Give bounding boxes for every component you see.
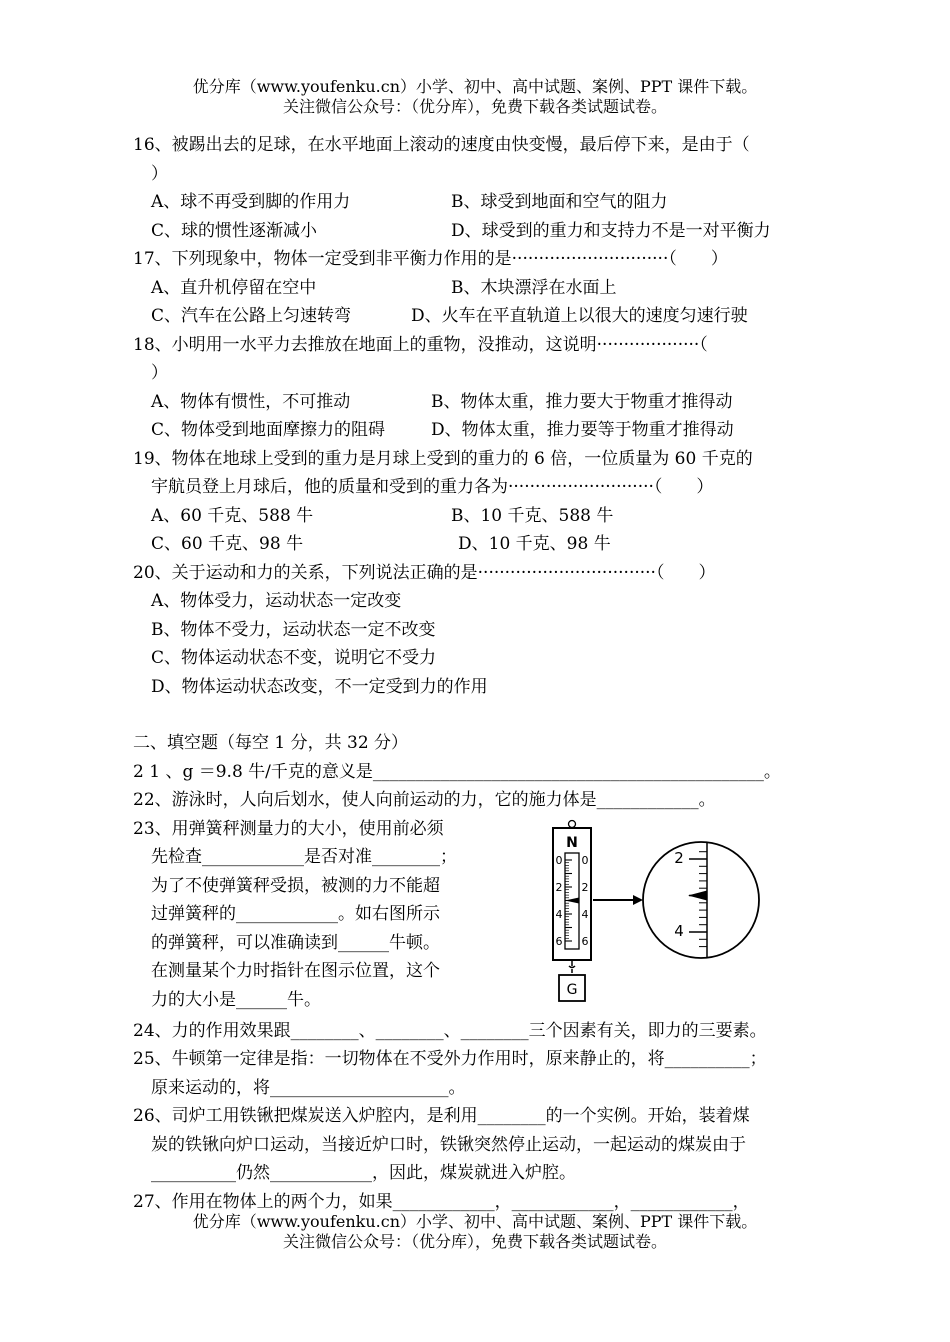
q26-line-3: __________仍然____________，因此，煤炭就进入炉腔。 [151,1163,576,1183]
scale-left-4: 4 [555,907,563,921]
q20-stem: 20、关于运动和力的关系，下列说法正确的是·································（ ） [133,562,716,583]
q16-options-cd [133,217,838,246]
scale-right-0: 0 [581,853,589,867]
q19-option-d: D、10 千克、98 牛 [458,534,611,554]
q20-option-b: B、物体不受力，运动状态一定不改变 [151,619,436,640]
question-22: 22、游泳时，人向后划水，使人向前运动的力，它的施力体是____________。 [133,790,716,810]
q20-option-c: C、物体运动状态不变，说明它不受力 [151,648,437,668]
header-line-1: 优分库（www.youfenku.cn）小学、初中、高中试题、案例、PPT 课件下载。 [192,77,758,96]
q18-stem-cont: ） [151,363,168,383]
scale-left-0: 0 [555,853,563,867]
q19-option-b: B、10 千克、588 牛 [451,505,614,526]
q23-text [133,815,493,1015]
q16-stem: 16、被踢出去的足球，在水平地面上滚动的速度由快变慢，最后停下来，是由于（ [133,135,750,155]
q19-options-cd [133,530,838,559]
q23-line-5: 的弹簧秤，可以准确读到______牛顿。 [151,932,440,953]
question-27: 27、作用在物体上的两个力，如果____________，____________，____________， [133,1191,750,1212]
bottom-hook-icon [569,960,575,973]
q17-options-ab [133,274,838,303]
q17-options-cd [133,302,838,331]
zoom-label-2: 2 [674,848,684,867]
q23-line-1: 23、用弹簧秤测量力的大小，使用前必须 [133,818,444,839]
q16-option-c: C、球的惯性逐渐减小 [151,220,318,241]
q18-option-c: C、物体受到地面摩擦力的阻碍 [151,420,386,440]
q26-line-2: 炭的铁锹向炉口运动，当接近炉口时，铁锹突然停止运动，一起运动的煤炭由于 [151,1134,746,1155]
question-23 [133,815,838,1017]
scale-right-6: 6 [581,934,589,948]
exam-body [133,131,838,1216]
question-17 [133,245,838,331]
question-24: 24、力的作用效果跟________、________、________三个因素有关，即力的三要素。 [133,1020,767,1041]
question-16 [133,131,838,245]
q25-line-1: 25、牛顿第一定律是指：一切物体在不受外力作用时，原来静止的，将__________； [133,1049,767,1069]
q23-line-7: 力的大小是______牛。 [151,989,321,1010]
scale-right-2: 2 [581,880,589,894]
footer-line-2: 关注微信公众号：（优分库），免费下载各类试题试卷。 [282,1232,667,1251]
q16-option-a: A、球不再受到脚的作用力 [151,192,351,212]
q23-line-2: 先检查____________是否对准________； [151,847,457,867]
footer-line-1: 优分库（www.youfenku.cn）小学、初中、高中试题、案例、PPT 课件下载。 [192,1212,758,1231]
q18-option-b: B、物体太重，推力要大于物重才推得动 [431,391,733,412]
q18-stem: 18、小明用一水平力去推放在地面上的重物，没推动，这说明···················（ [133,334,708,355]
q26-line-1: 26、司炉工用铁锹把煤炭送入炉腔内，是利用________的一个实例。开始，装着煤 [133,1106,750,1126]
q17-option-d: D、火车在平直轨道上以很大的速度匀速行驶 [411,306,748,326]
q16-stem-cont: ） [151,163,168,184]
q18-options-ab [133,388,838,417]
q17-option-a: A、直升机停留在空中 [151,277,317,298]
question-19 [133,445,838,559]
q20-option-a: A、物体受力，运动状态一定改变 [151,591,402,611]
q19-stem: 19、物体在地球上受到的重力是月球上受到的重力的 6 倍，一位质量为 60 千克的 [133,448,753,469]
scale-left-2: 2 [555,880,563,894]
question-26 [133,1102,838,1188]
q16-option-d: D、球受到的重力和支持力不是一对平衡力 [451,220,771,241]
q19-option-c: C、60 千克、98 牛 [151,534,304,554]
zoom-arrow-head-icon [633,895,643,905]
q17-option-c: C、汽车在公路上匀速转弯 [151,306,352,326]
question-21: 2 1 、g ＝9.8 牛/千克的意义是______________________________________________。 [133,761,781,782]
top-ring-icon [569,820,576,827]
weight-label: G [566,981,578,998]
q23-line-4: 过弹簧秤的____________。如右图所示 [151,904,440,924]
q19-option-a: A、60 千克、588 牛 [151,505,314,526]
question-25 [133,1045,838,1102]
q17-stem: 17、下列现象中，物体一定受到非平衡力作用的是·····························（ ） [133,249,728,269]
q16-options-ab [133,188,838,217]
page-header [0,77,950,117]
q19-options-ab [133,502,838,531]
q18-option-d: D、物体太重，推力要等于物重才推得动 [431,420,734,440]
scale-unit-label: N [566,834,578,851]
zoom-label-4: 4 [674,921,684,940]
q18-options-cd [133,416,838,445]
q19-stem-cont: 宇航员登上月球后，他的质量和受到的重力各为···························（ ） [151,477,714,497]
question-18 [133,331,838,445]
scale-right-4: 4 [581,907,589,921]
q20-option-d: D、物体运动状态改变，不一定受到力的作用 [151,676,488,697]
q17-option-b: B、木块漂浮在水面上 [451,277,617,298]
spring-scale-figure [543,819,768,1005]
q23-line-3: 为了不使弹簧秤受损，被测的力不能超 [151,875,440,896]
question-20 [133,559,838,702]
q18-option-a: A、物体有惯性，不可推动 [151,391,351,412]
scale-left-6: 6 [555,934,563,948]
q16-option-b: B、球受到地面和空气的阻力 [451,192,668,212]
header-line-2: 关注微信公众号：（优分库），免费下载各类试题试卷。 [282,97,667,116]
page-footer [0,1212,950,1252]
section-2-title: 二、填空题（每空 1 分，共 32 分） [133,733,409,753]
q23-line-6: 在测量某个力时指针在图示位置，这个 [151,961,440,981]
q25-line-2: 原来运动的，将_____________________。 [151,1077,466,1098]
